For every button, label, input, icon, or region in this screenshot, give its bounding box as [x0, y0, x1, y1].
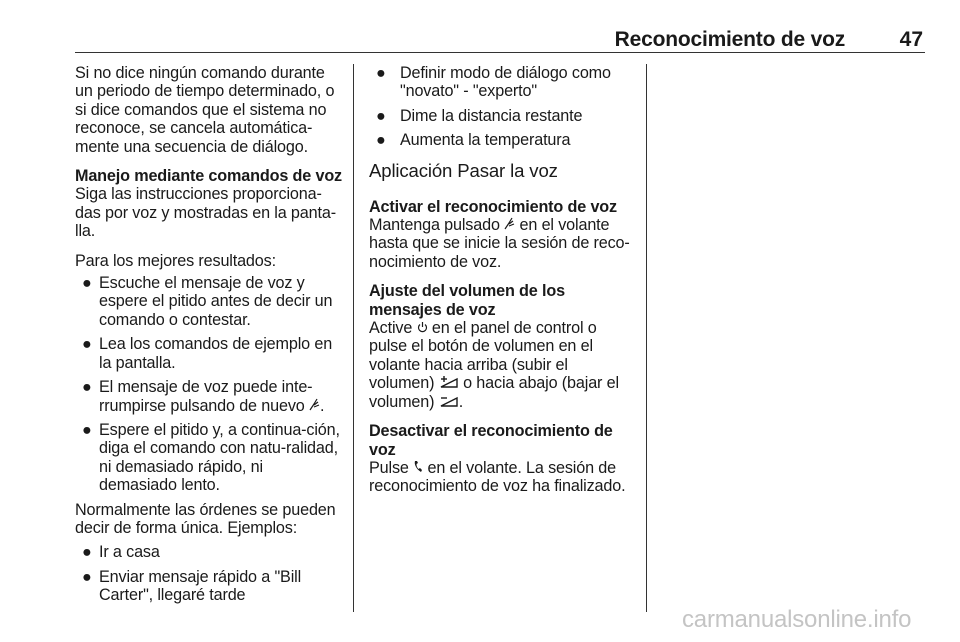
column-divider-left — [353, 64, 354, 612]
power-icon — [417, 319, 428, 337]
left-column — [75, 64, 343, 611]
intro-paragraph: Si no dice ningún comando durante un periodo de tiempo determinado, o si dice comandos que el sistema no reconoce, se cancela automática-mente una secuencia de diálogo. — [75, 64, 335, 156]
examples-paragraph: Normalmente las órdenes se pueden decir de forma única. Ejemplos: — [75, 500, 336, 537]
examples-list — [75, 543, 343, 604]
list-item: ● Ir a casa — [82, 543, 160, 562]
heading-deactivate: Desactivar el reconocimiento de voz — [369, 422, 613, 459]
list-item: ● Definir modo de diálogo como "novato" - "experto" — [376, 64, 611, 101]
list-item: ● Aumenta la temperatura — [376, 131, 571, 150]
watermark: carmanualsonline.info — [682, 606, 912, 633]
volume-down-icon — [439, 393, 459, 411]
phone-hangup-icon — [413, 459, 423, 477]
page-number: 47 — [899, 28, 923, 51]
list-item: ● El mensaje de voz puede inte-rrumpirse pulsando de nuevo . — [82, 378, 325, 415]
list-item: ● Espere el pitido y, a continua-ción, diga el comando con natu-ralidad, ni demasiado rápido, ni demasiado lento. — [82, 420, 340, 495]
best-results-label: Para los mejores resultados: — [75, 251, 276, 270]
column-divider-right — [646, 64, 647, 612]
heading-activate: Activar el reconocimiento de voz — [369, 197, 617, 216]
page-header — [75, 24, 923, 52]
page-title: Reconocimiento de voz — [614, 28, 845, 51]
instructions-paragraph: Siga las instrucciones proporciona-das por voz y mostradas en la panta-lla. — [75, 185, 336, 241]
list-item: ● Escuche el mensaje de voz y espere el pitido antes de decir un comando o contestar. — [82, 274, 333, 329]
list-item: ● Dime la distancia restante — [376, 106, 583, 125]
section-title: Aplicación Pasar la voz — [369, 159, 558, 181]
heading-volume: Ajuste del volumen de los mensajes de voz — [369, 282, 565, 319]
voice-recognition-icon — [309, 397, 320, 415]
activate-paragraph: Mantenga pulsado en el volante hasta que se inicie la sesión de reco-nocimiento de voz. — [369, 216, 630, 271]
list-item: ● Enviar mensaje rápido a "Bill Carter", llegaré tarde — [82, 567, 302, 605]
heading-voice-commands: Manejo mediante comandos de voz — [75, 167, 342, 186]
header-divider — [75, 52, 925, 53]
volume-paragraph: Active en el panel de control o pulse el botón de volumen en el volante hacia arriba (subir el volumen) o hacia abajo (bajar el volumen) . — [369, 319, 619, 411]
deactivate-paragraph: Pulse en el volante. La sesión de reconocimiento de voz ha finalizado. — [369, 458, 626, 496]
tips-list — [75, 274, 343, 494]
command-examples-list — [369, 64, 637, 150]
right-column — [369, 64, 637, 507]
voice-recognition-icon — [504, 216, 515, 234]
volume-up-icon — [439, 374, 459, 392]
list-item: ● Lea los comandos de ejemplo en la pantalla. — [82, 335, 333, 372]
